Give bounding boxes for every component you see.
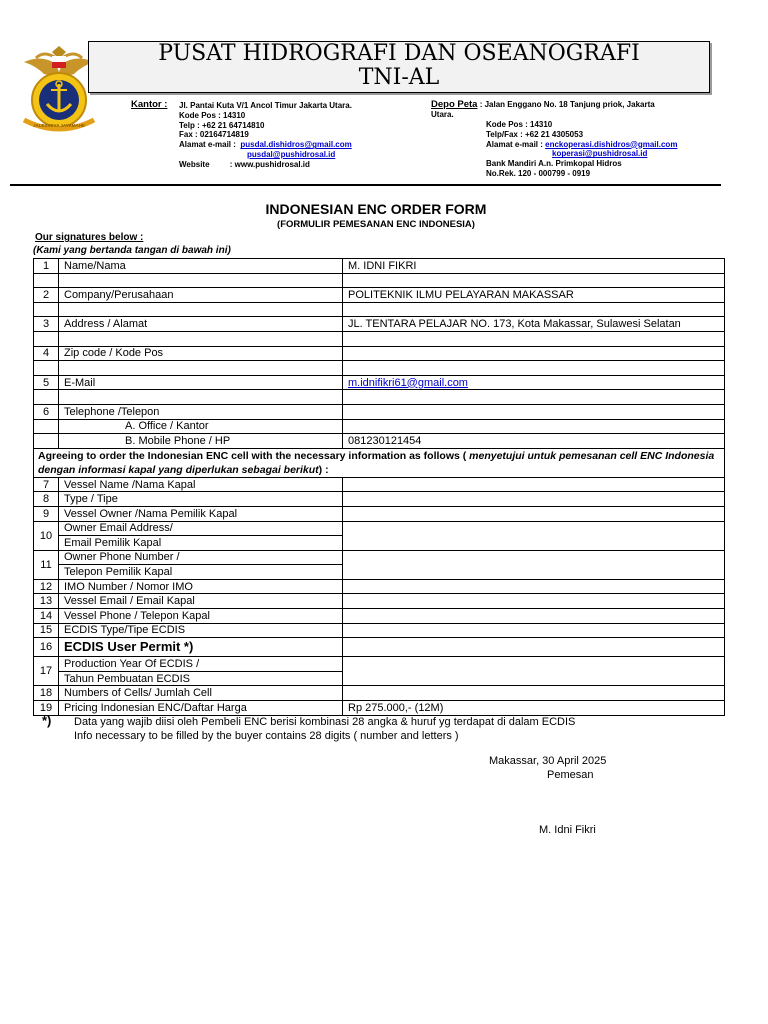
row-number: 7 [34, 477, 59, 492]
email-label: E-Mail [59, 375, 343, 390]
kantor-address-block [179, 101, 352, 170]
owner-email-label-1: Owner Email Address/ [59, 521, 343, 536]
name-label: Name/Nama [59, 259, 343, 274]
cells-label: Numbers of Cells/ Jumlah Cell [59, 686, 343, 701]
row-number: 2 [34, 288, 59, 303]
table-row [34, 317, 725, 332]
table-row [34, 623, 725, 638]
header-divider [10, 184, 721, 186]
address-field[interactable]: JL. TENTARA PELAJAR NO. 173, Kota Makassar, Sulawesi Selatan [343, 317, 725, 332]
table-row [34, 375, 725, 390]
agreement-italic: menyetujui untuk pemesanan cell ENC Indonesia dengan informasi kapal yang diperlukan sebagai berikut [38, 449, 715, 476]
table-row [34, 434, 725, 449]
depo-email-link-1[interactable]: enckoperasi.dishidros@gmail.com [545, 139, 678, 149]
signer-name: M. Idni Fikri [539, 824, 596, 836]
vessel-phone-label: Vessel Phone / Telepon Kapal [59, 609, 343, 624]
owner-email-field[interactable] [343, 521, 725, 550]
mobile-phone-label: B. Mobile Phone / HP [59, 434, 343, 449]
kantor-fax: Fax : 02164714819 [179, 130, 249, 140]
type-label: Type / Tipe [59, 492, 343, 507]
agreement-text [34, 448, 725, 477]
kantor-website-label: Website [179, 159, 210, 169]
cells-field[interactable] [343, 686, 725, 701]
address-label: Address / Alamat [59, 317, 343, 332]
owner-phone-label-2: Telepon Pemilik Kapal [59, 565, 343, 580]
tni-al-logo [22, 46, 96, 134]
depo-label: Depo Peta [431, 99, 478, 110]
depo-email-link-2[interactable]: koperasi@pushidrosal.id [552, 149, 648, 159]
table-row [34, 492, 725, 507]
form-title: INDONESIAN ENC ORDER FORM [265, 201, 487, 217]
type-field[interactable] [343, 492, 725, 507]
zip-field[interactable] [343, 346, 725, 361]
table-row [34, 579, 725, 594]
signature-label: Our signatures below : [35, 232, 144, 243]
page-title [88, 41, 710, 93]
vessel-phone-field[interactable] [343, 609, 725, 624]
row-number: 19 [34, 701, 59, 716]
table-row [34, 550, 725, 565]
row-number: 11 [34, 550, 59, 579]
spacer-row [34, 390, 725, 405]
row-number: 9 [34, 506, 59, 521]
depo-block [431, 100, 655, 120]
row-number: 12 [34, 579, 59, 594]
ecdis-user-permit-label: ECDIS User Permit *) [59, 638, 343, 657]
table-row [34, 686, 725, 701]
row-number: 18 [34, 686, 59, 701]
kantor-label-wrap [131, 100, 167, 110]
office-phone-label: A. Office / Kantor [59, 419, 343, 434]
signer-role: Pemesan [547, 769, 594, 781]
logo-motto: JALESVEVA JAYAMAHE [33, 123, 85, 128]
kantor-email-label: Alamat e-mail : [179, 140, 236, 150]
agreement-bold: Agreeing to order the Indonesian ENC cell with the necessary information as follows ( [38, 449, 467, 462]
vessel-name-label: Vessel Name /Nama Kapal [59, 477, 343, 492]
depo-address-1: : Jalan Enggano No. 18 Tanjung priok, Jakarta [479, 100, 655, 109]
imo-label: IMO Number / Nomor IMO [59, 579, 343, 594]
depo-telp: Telp/Fax : +62 21 4305053 [486, 129, 584, 139]
pricing-label: Pricing Indonesian ENC/Daftar Harga [59, 701, 343, 716]
vessel-owner-label: Vessel Owner /Nama Pemilik Kapal [59, 506, 343, 521]
row-number: 13 [34, 594, 59, 609]
email-field[interactable] [343, 375, 725, 390]
zip-label: Zip code / Kode Pos [59, 346, 343, 361]
name-field[interactable]: M. IDNI FIKRI [343, 259, 725, 274]
depo-contact-block [486, 120, 677, 179]
row-number: 1 [34, 259, 59, 274]
table-row [34, 477, 725, 492]
owner-email-label-2: Email Pemilik Kapal [59, 536, 343, 551]
row-number: 4 [34, 346, 59, 361]
owner-phone-field[interactable] [343, 550, 725, 579]
ecdis-type-field[interactable] [343, 623, 725, 638]
company-field[interactable]: POLITEKNIK ILMU PELAYARAN MAKASSAR [343, 288, 725, 303]
signature-label-id: (Kami yang bertanda tangan di bawah ini) [33, 245, 231, 256]
kantor-kode-pos: Kode Pos : 14310 [179, 110, 246, 120]
footnote-star: *) [42, 713, 52, 728]
order-form-table [33, 258, 725, 716]
row-number: 5 [34, 375, 59, 390]
depo-kode-pos: Kode Pos : 14310 [486, 120, 553, 129]
spacer-row [34, 361, 725, 376]
telephone-label: Telephone /Telepon [59, 404, 343, 419]
title-line-2: TNI-AL [358, 65, 440, 90]
production-year-label-2: Tahun Pembuatan ECDIS [59, 671, 343, 686]
table-row [34, 419, 725, 434]
table-row [34, 346, 725, 361]
table-row [34, 657, 725, 672]
table-row [34, 521, 725, 536]
ecdis-type-label: ECDIS Type/Tipe ECDIS [59, 623, 343, 638]
kantor-label: Kantor : [131, 99, 168, 110]
depo-address-2: Utara. [431, 109, 454, 119]
table-row [34, 288, 725, 303]
title-line-1: PUSAT HIDROGRAFI DAN OSEANOGRAFI [158, 41, 640, 66]
table-row [34, 404, 725, 419]
kantor-email-link-2[interactable]: pusdal@pushidrosal.id [247, 149, 336, 159]
mobile-phone-field[interactable]: 081230121454 [343, 434, 725, 449]
row-number: 3 [34, 317, 59, 332]
table-row [34, 638, 725, 657]
row-number: 10 [34, 521, 59, 550]
kantor-website: : www.pushidrosal.id [229, 159, 310, 169]
vessel-owner-field[interactable] [343, 506, 725, 521]
row-number: 17 [34, 657, 59, 686]
row-number: 14 [34, 609, 59, 624]
agreement-end: ) : [318, 463, 329, 476]
production-year-field[interactable] [343, 657, 725, 686]
place-date: Makassar, 30 April 2025 [489, 755, 607, 767]
table-row [34, 259, 725, 274]
production-year-label-1: Production Year Of ECDIS / [59, 657, 343, 672]
spacer-row [34, 273, 725, 288]
table-row [34, 506, 725, 521]
depo-email-label: Alamat e-mail : [486, 139, 543, 149]
kantor-address: Jl. Pantai Kuta V/1 Ancol Timur Jakarta Utara. [179, 101, 352, 110]
depo-norek: No.Rek. 120 - 000799 - 0919 [486, 168, 591, 178]
table-row [34, 701, 725, 716]
row-number: 6 [34, 404, 59, 419]
company-label: Company/Perusahaan [59, 288, 343, 303]
spacer-row [34, 302, 725, 317]
footnote-line-1: Data yang wajib diisi oleh Pembeli ENC berisi kombinasi 28 angka & huruf yg terdapat di dalam ECDIS [74, 716, 576, 728]
row-number: 16 [34, 638, 59, 657]
spacer-row [34, 331, 725, 346]
pricing-value: Rp 275.000,- (12M) [343, 701, 725, 716]
table-row [34, 594, 725, 609]
footnote-line-2: Info necessary to be filled by the buyer contains 28 digits ( number and letters ) [74, 730, 459, 742]
row-number: 15 [34, 623, 59, 638]
table-row [34, 609, 725, 624]
vessel-email-field[interactable] [343, 594, 725, 609]
email-link[interactable]: m.idnifikri61@gmail.com [348, 376, 468, 389]
kantor-telp: Telp : +62 21 64714810 [179, 120, 265, 130]
ecdis-user-permit-field[interactable] [343, 638, 725, 657]
owner-phone-label-1: Owner Phone Number / [59, 550, 343, 565]
office-phone-field[interactable] [343, 419, 725, 434]
agreement-row [34, 448, 725, 477]
vessel-email-label: Vessel Email / Email Kapal [59, 594, 343, 609]
depo-bank: Bank Mandiri A.n. Primkopal Hidros [486, 159, 622, 169]
imo-field[interactable] [343, 579, 725, 594]
row-number: 8 [34, 492, 59, 507]
form-subtitle: (FORMULIR PEMESANAN ENC INDONESIA) [277, 219, 475, 230]
vessel-name-field[interactable] [343, 477, 725, 492]
kantor-email-link-1[interactable]: pusdal.dishidros@gmail.com [240, 140, 352, 150]
